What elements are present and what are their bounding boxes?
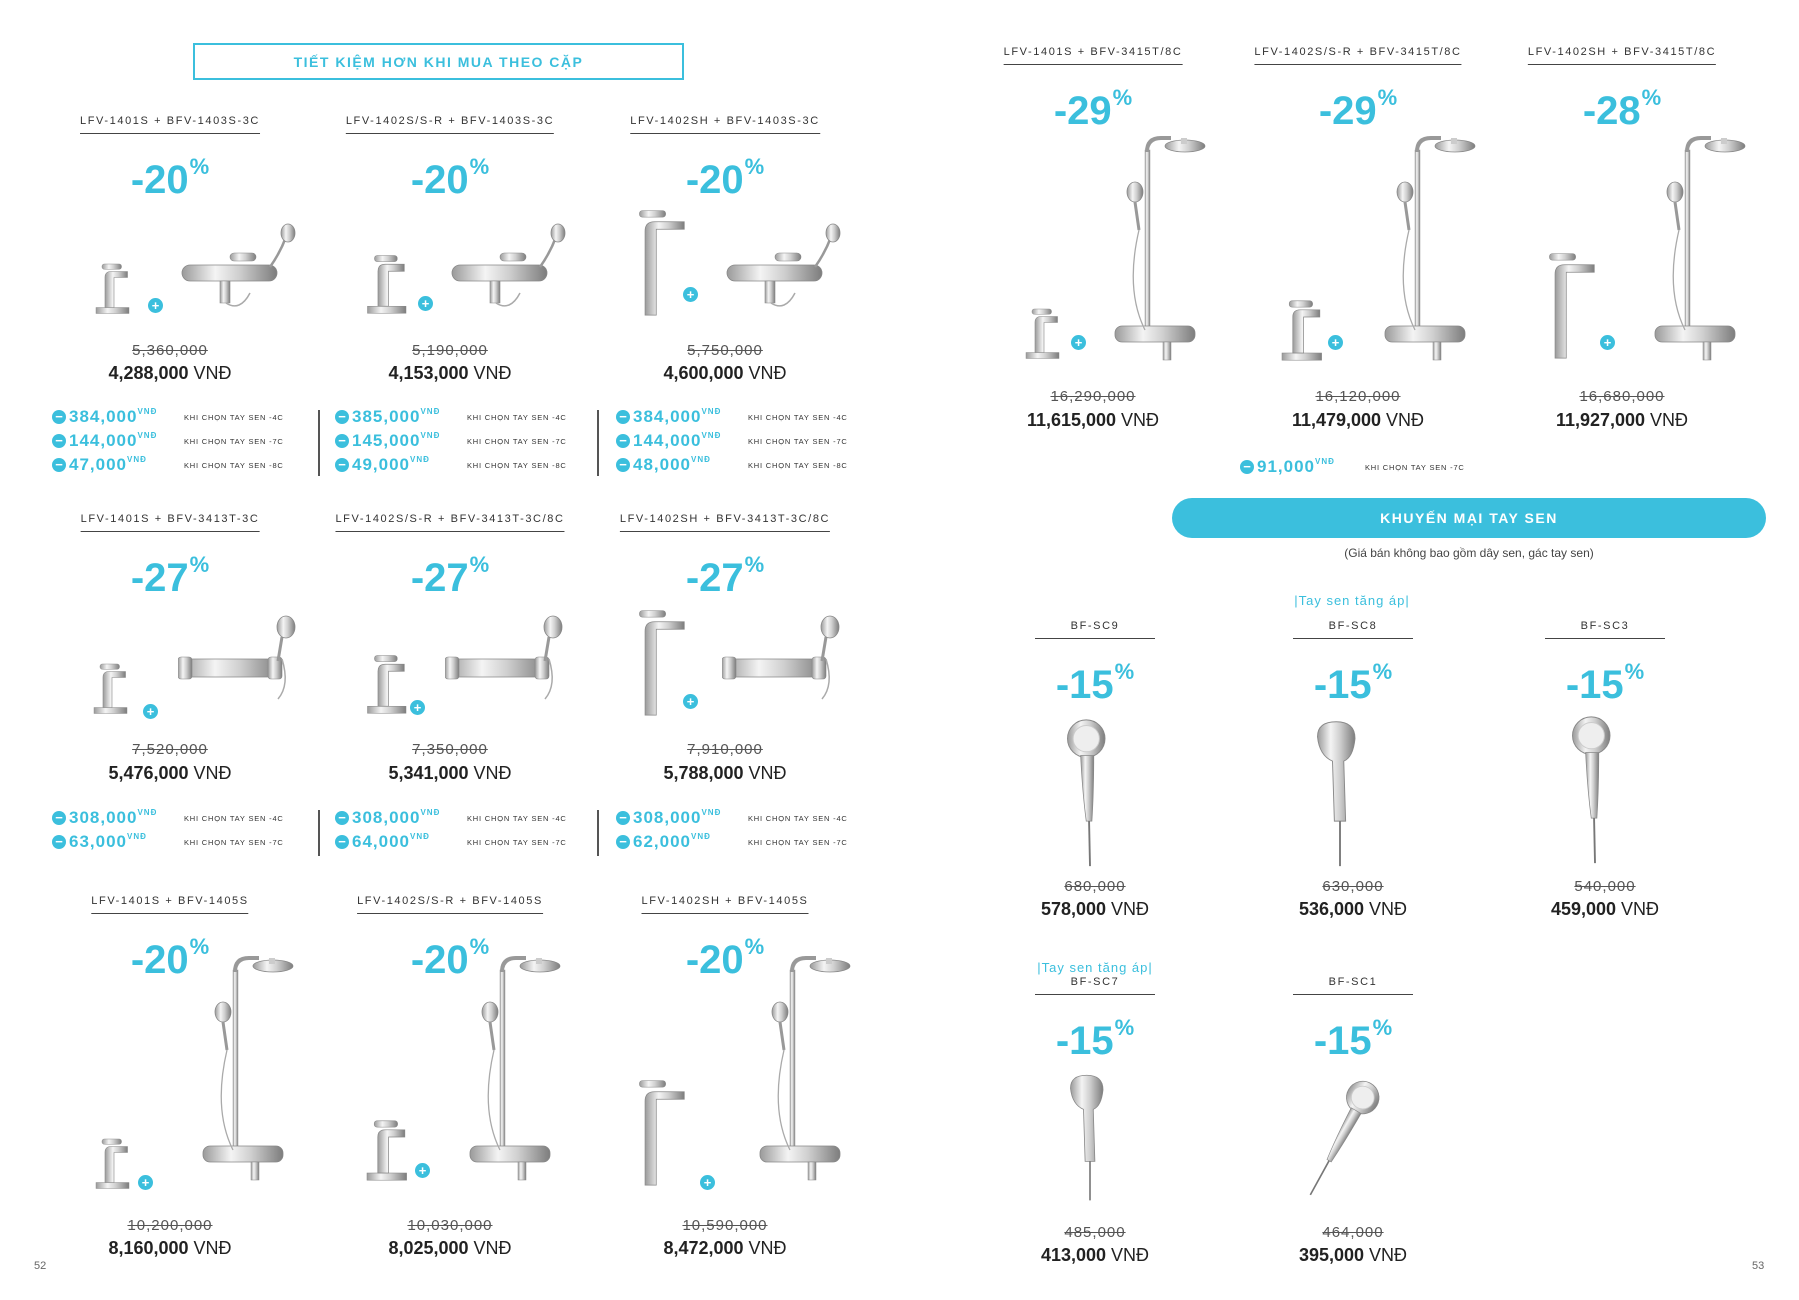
minus-icon: − bbox=[616, 458, 630, 472]
plus-icon: + bbox=[143, 704, 158, 719]
plus-icon: + bbox=[148, 298, 163, 313]
old-price: 630,000 bbox=[1322, 878, 1384, 895]
plus-icon: + bbox=[138, 1175, 153, 1190]
hand-shower-image bbox=[1565, 715, 1625, 865]
tall-basin-faucet-image bbox=[630, 605, 690, 717]
basin-faucet-image bbox=[355, 1110, 415, 1182]
old-price: 485,000 bbox=[1064, 1224, 1126, 1241]
discount-label: -20% bbox=[130, 934, 210, 982]
bath-mixer-image bbox=[180, 222, 300, 314]
model-label: LFV-1402S/S-R + BFV-1403S-3C bbox=[346, 115, 554, 134]
deal-list bbox=[616, 806, 886, 854]
discount-label: -27% bbox=[130, 552, 210, 600]
plus-icon: + bbox=[418, 296, 433, 311]
old-price: 16,680,000 bbox=[1579, 388, 1665, 405]
discount-label: -15% bbox=[1565, 659, 1645, 707]
discount-label: -20% bbox=[685, 934, 765, 982]
minus-icon: − bbox=[52, 410, 66, 424]
basin-faucet-image bbox=[80, 255, 142, 315]
discount-label: -15% bbox=[1055, 1015, 1135, 1063]
model-label: LFV-1402S/S-R + BFV-3413T-3C/8C bbox=[335, 513, 564, 532]
new-price: 395,000 VNĐ bbox=[1298, 1245, 1408, 1265]
shower-column-image bbox=[1640, 130, 1750, 370]
basin-faucet-image bbox=[355, 245, 415, 315]
thermostatic-mixer-image bbox=[178, 615, 298, 705]
minus-icon: − bbox=[1240, 460, 1254, 474]
minus-icon: − bbox=[52, 835, 66, 849]
old-price: 10,030,000 bbox=[407, 1217, 493, 1234]
minus-icon: − bbox=[335, 458, 349, 472]
deal-list bbox=[335, 405, 605, 477]
model-label: LFV-1402SH + BFV-3415T/8C bbox=[1528, 46, 1716, 65]
plus-icon: + bbox=[1600, 335, 1615, 350]
old-price: 464,000 bbox=[1322, 1224, 1384, 1241]
deal-list bbox=[52, 405, 322, 477]
booster-tag: |Tay sen tăng áp| bbox=[1294, 593, 1410, 608]
page-number-right: 53 bbox=[1752, 1260, 1765, 1272]
basin-faucet-image bbox=[78, 655, 140, 715]
old-price: 10,590,000 bbox=[682, 1217, 768, 1234]
new-price: 4,288,000 VNĐ bbox=[108, 363, 232, 383]
deal-item: − $49,000^{VNĐ}$ KHI CHỌN TAY SEN -8C bbox=[335, 453, 605, 477]
minus-icon: − bbox=[335, 434, 349, 448]
minus-icon: − bbox=[52, 811, 66, 825]
shower-column-image bbox=[1100, 130, 1210, 370]
deal-item: − $308,000^{VNĐ}$ KHI CHỌN TAY SEN -4C bbox=[335, 806, 605, 830]
hand-shower-image bbox=[1060, 718, 1120, 868]
discount-label: -29% bbox=[1053, 85, 1133, 133]
shower-column-image bbox=[188, 950, 298, 1190]
left-banner: TIẾT KIỆM HƠN KHI MUA THEO CẶP bbox=[193, 43, 684, 80]
old-price: 680,000 bbox=[1064, 878, 1126, 895]
bath-mixer-image bbox=[450, 222, 570, 314]
divider bbox=[597, 810, 599, 856]
model-label: BF-SC8 bbox=[1293, 620, 1413, 639]
deal-list bbox=[1240, 455, 1510, 479]
page-number-left: 52 bbox=[34, 1260, 47, 1272]
new-price: 11,615,000 VNĐ bbox=[1026, 410, 1160, 430]
thermostatic-mixer-image bbox=[445, 615, 565, 705]
basin-faucet-image bbox=[80, 1130, 142, 1190]
minus-icon: − bbox=[52, 434, 66, 448]
deal-item: − $64,000^{VNĐ}$ KHI CHỌN TAY SEN -7C bbox=[335, 830, 605, 854]
plus-icon: + bbox=[1328, 335, 1343, 350]
new-price: 5,476,000 VNĐ bbox=[108, 763, 232, 783]
plus-icon: + bbox=[410, 700, 425, 715]
old-price: 540,000 bbox=[1574, 878, 1636, 895]
new-price: 8,025,000 VNĐ bbox=[388, 1238, 512, 1258]
shower-column-image bbox=[1370, 130, 1480, 370]
right-banner: KHUYẾN MẠI TAY SEN bbox=[1172, 498, 1766, 538]
old-price: 16,290,000 bbox=[1050, 388, 1136, 405]
booster-tag: |Tay sen tăng áp| bbox=[1037, 960, 1153, 975]
thermostatic-mixer-image bbox=[722, 615, 842, 705]
deal-item: − $308,000^{VNĐ}$ KHI CHỌN TAY SEN -4C bbox=[52, 806, 322, 830]
shower-column-image bbox=[455, 950, 565, 1190]
model-label: LFV-1402SH + BFV-1405S bbox=[642, 895, 809, 914]
hand-shower-image bbox=[1060, 1072, 1120, 1202]
deal-list bbox=[616, 405, 886, 477]
discount-label: -20% bbox=[410, 934, 490, 982]
deal-item: − $144,000^{VNĐ}$ KHI CHỌN TAY SEN -7C bbox=[616, 429, 886, 453]
new-price: 5,341,000 VNĐ bbox=[388, 763, 512, 783]
plus-icon: + bbox=[700, 1175, 715, 1190]
minus-icon: − bbox=[335, 811, 349, 825]
new-price: 459,000 VNĐ bbox=[1550, 899, 1660, 919]
divider bbox=[597, 410, 599, 476]
model-label: LFV-1402SH + BFV-1403S-3C bbox=[630, 115, 820, 134]
minus-icon: − bbox=[335, 410, 349, 424]
deal-list bbox=[335, 806, 605, 854]
divider bbox=[318, 410, 320, 476]
discount-label: -28% bbox=[1582, 85, 1662, 133]
old-price: 10,200,000 bbox=[127, 1217, 213, 1234]
minus-icon: − bbox=[616, 410, 630, 424]
discount-label: -20% bbox=[410, 154, 490, 202]
model-label: LFV-1401S + BFV-3413T-3C bbox=[81, 513, 260, 532]
deal-list bbox=[52, 806, 322, 854]
discount-label: -20% bbox=[130, 154, 210, 202]
model-label: LFV-1402S/S-R + BFV-1405S bbox=[357, 895, 543, 914]
new-price: 413,000 VNĐ bbox=[1040, 1245, 1150, 1265]
model-label: LFV-1401S + BFV-3415T/8C bbox=[1004, 46, 1183, 65]
plus-icon: + bbox=[415, 1163, 430, 1178]
new-price: 578,000 VNĐ bbox=[1040, 899, 1150, 919]
shower-column-image bbox=[745, 950, 855, 1190]
model-label: LFV-1402S/S-R + BFV-3415T/8C bbox=[1254, 46, 1461, 65]
old-price: 5,750,000 bbox=[687, 342, 763, 359]
tall-basin-faucet-image bbox=[630, 1075, 690, 1187]
bath-mixer-image bbox=[725, 222, 845, 314]
plus-icon: + bbox=[683, 694, 698, 709]
basin-faucet-image bbox=[1010, 300, 1072, 360]
deal-item: − $384,000^{VNĐ}$ KHI CHỌN TAY SEN -4C bbox=[52, 405, 322, 429]
deal-item: − $308,000^{VNĐ}$ KHI CHỌN TAY SEN -4C bbox=[616, 806, 886, 830]
new-price: 536,000 VNĐ bbox=[1298, 899, 1408, 919]
old-price: 16,120,000 bbox=[1315, 388, 1401, 405]
deal-item: − $63,000^{VNĐ}$ KHI CHỌN TAY SEN -7C bbox=[52, 830, 322, 854]
hand-shower-image bbox=[1310, 718, 1370, 868]
old-price: 7,910,000 bbox=[687, 741, 763, 758]
minus-icon: − bbox=[616, 434, 630, 448]
deal-item: − $91,000^{VNĐ}$ KHI CHỌN TAY SEN -7C bbox=[1240, 455, 1510, 479]
model-label: LFV-1402SH + BFV-3413T-3C/8C bbox=[620, 513, 830, 532]
deal-item: − $144,000^{VNĐ}$ KHI CHỌN TAY SEN -7C bbox=[52, 429, 322, 453]
deal-item: − $48,000^{VNĐ}$ KHI CHỌN TAY SEN -8C bbox=[616, 453, 886, 477]
new-price: 11,479,000 VNĐ bbox=[1291, 410, 1425, 430]
model-label: LFV-1401S + BFV-1403S-3C bbox=[80, 115, 260, 134]
tall-basin-faucet-image bbox=[630, 205, 690, 317]
deal-item: − $384,000^{VNĐ}$ KHI CHỌN TAY SEN -4C bbox=[616, 405, 886, 429]
deal-item: − $145,000^{VNĐ}$ KHI CHỌN TAY SEN -7C bbox=[335, 429, 605, 453]
model-label: BF-SC9 bbox=[1035, 620, 1155, 639]
model-label: BF-SC1 bbox=[1293, 976, 1413, 995]
new-price: 8,472,000 VNĐ bbox=[663, 1238, 787, 1258]
discount-label: -15% bbox=[1055, 659, 1135, 707]
discount-label: -20% bbox=[685, 154, 765, 202]
new-price: 4,153,000 VNĐ bbox=[388, 363, 512, 383]
old-price: 5,360,000 bbox=[132, 342, 208, 359]
plus-icon: + bbox=[683, 287, 698, 302]
model-label: LFV-1401S + BFV-1405S bbox=[91, 895, 248, 914]
divider bbox=[318, 810, 320, 856]
discount-label: -27% bbox=[410, 552, 490, 600]
basin-faucet-image bbox=[355, 645, 415, 715]
new-price: 4,600,000 VNĐ bbox=[663, 363, 787, 383]
old-price: 7,350,000 bbox=[412, 741, 488, 758]
model-label: BF-SC7 bbox=[1035, 976, 1155, 995]
deal-item: − $47,000^{VNĐ}$ KHI CHỌN TAY SEN -8C bbox=[52, 453, 322, 477]
price-note: (Giá bán không bao gồm dây sen, gác tay sen) bbox=[1344, 546, 1594, 560]
minus-icon: − bbox=[335, 835, 349, 849]
new-price: 11,927,000 VNĐ bbox=[1555, 410, 1689, 430]
deal-item: − $385,000^{VNĐ}$ KHI CHỌN TAY SEN -4C bbox=[335, 405, 605, 429]
discount-label: -29% bbox=[1318, 85, 1398, 133]
minus-icon: − bbox=[52, 458, 66, 472]
old-price: 7,520,000 bbox=[132, 741, 208, 758]
new-price: 8,160,000 VNĐ bbox=[108, 1238, 232, 1258]
minus-icon: − bbox=[616, 811, 630, 825]
tall-basin-faucet-image bbox=[1540, 248, 1600, 360]
discount-label: -15% bbox=[1313, 659, 1393, 707]
discount-label: -15% bbox=[1313, 1015, 1393, 1063]
new-price: 5,788,000 VNĐ bbox=[663, 763, 787, 783]
deal-item: − $62,000^{VNĐ}$ KHI CHỌN TAY SEN -7C bbox=[616, 830, 886, 854]
plus-icon: + bbox=[1071, 335, 1086, 350]
minus-icon: − bbox=[616, 835, 630, 849]
discount-label: -27% bbox=[685, 552, 765, 600]
model-label: BF-SC3 bbox=[1545, 620, 1665, 639]
basin-faucet-image bbox=[1270, 290, 1330, 362]
old-price: 5,190,000 bbox=[412, 342, 488, 359]
